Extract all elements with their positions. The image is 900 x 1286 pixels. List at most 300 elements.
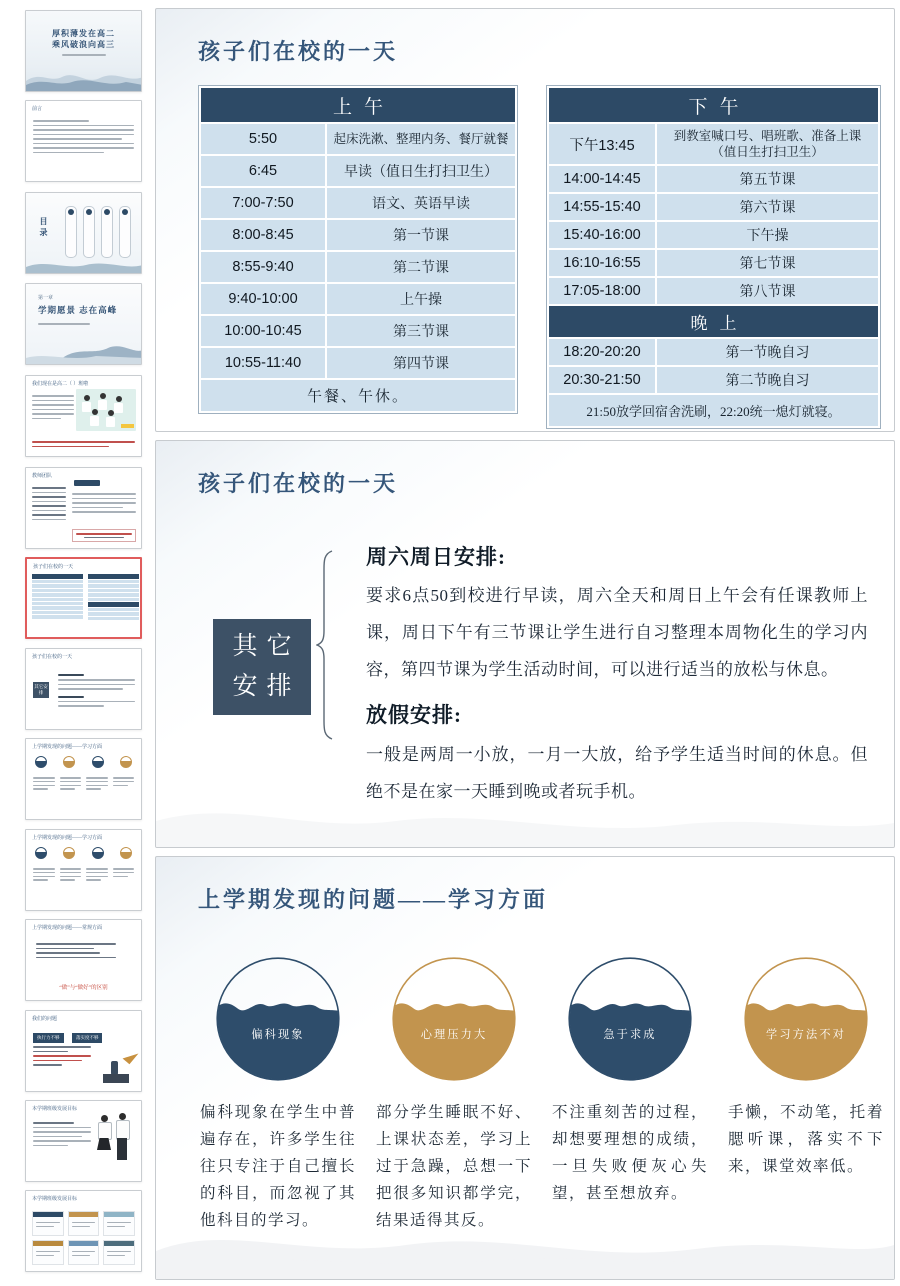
decor <box>32 395 74 397</box>
mountains-icon <box>26 65 142 91</box>
decor <box>86 879 101 881</box>
decor <box>76 533 132 535</box>
decor <box>33 866 55 883</box>
decor <box>32 514 66 516</box>
text-lines <box>33 1119 91 1149</box>
time-cell: 9:40-10:00 <box>201 284 325 314</box>
activity-cell: 第八节课 <box>657 278 878 304</box>
wave-circle-icon <box>214 955 342 1083</box>
afternoon-footer: 21:50放学回宿舍洗刷，22:20统一熄灯就寝。 <box>549 395 878 426</box>
decor <box>742 1003 870 1083</box>
decor <box>88 598 139 601</box>
text-lines <box>33 775 134 792</box>
thumbnail-title: 孩子们在校的一天 <box>33 565 74 570</box>
text-lines <box>32 392 74 422</box>
decor <box>33 1145 68 1147</box>
time-cell: 下午13:45 <box>549 124 655 164</box>
decor <box>101 206 113 258</box>
decor <box>32 505 66 507</box>
decor <box>119 1113 126 1120</box>
schedule-row <box>549 166 878 192</box>
decor <box>33 1241 63 1246</box>
decor <box>33 129 134 131</box>
decor <box>113 866 135 883</box>
students-illustration <box>76 389 136 431</box>
thumbnail-title: 目录 <box>39 217 48 239</box>
wave-circle-icon <box>742 955 870 1083</box>
decor <box>72 1222 96 1224</box>
thumbnail-title: 我们现在是高二（ ）班啦 <box>32 382 89 387</box>
decor <box>69 1241 99 1246</box>
decor <box>32 400 74 402</box>
slide-thumbnail-13[interactable] <box>25 1100 142 1182</box>
circle-icons <box>35 756 132 768</box>
slide-canvas-1[interactable] <box>155 8 895 432</box>
activity-cell: 第一节课 <box>327 220 515 250</box>
decor <box>72 1251 96 1253</box>
decor <box>549 124 878 304</box>
decor <box>88 612 139 615</box>
decor <box>156 1258 894 1279</box>
slide-thumbnail-10[interactable] <box>25 829 142 911</box>
problem-text: 偏科现象在学生中普遍存在，许多学生往往只专注于自己擅长的科目，而忽视了其他科目的学习。 <box>200 1104 356 1229</box>
decor <box>88 608 139 611</box>
decor <box>26 264 142 273</box>
decor <box>113 868 135 870</box>
decor <box>33 879 48 881</box>
schedule-row <box>549 222 878 248</box>
decor <box>33 1136 82 1138</box>
decor <box>63 847 75 859</box>
slide-thumbnail-14[interactable] <box>25 1190 142 1272</box>
slide-canvas-3[interactable] <box>155 856 895 1280</box>
problem-item <box>550 955 710 1234</box>
decor <box>317 551 332 739</box>
decor <box>92 847 104 859</box>
time-cell: 16:10-16:55 <box>549 250 655 276</box>
problem-label: 偏科现象 <box>251 1029 305 1042</box>
decor <box>33 1055 91 1057</box>
decor <box>120 847 132 859</box>
text-lines <box>32 438 135 450</box>
schedule-row <box>549 367 878 393</box>
decor <box>33 134 134 136</box>
decor <box>58 696 84 698</box>
schedule-row <box>201 220 515 250</box>
decor <box>36 948 94 950</box>
schedule-row <box>549 124 878 164</box>
decor <box>36 1251 60 1253</box>
problem-text: 不注重刻苦的过程，却想要理想的成绩，一旦失败便灰心失望，甚至想放弃。 <box>552 1104 708 1202</box>
decor <box>33 775 55 792</box>
decor <box>107 1255 125 1257</box>
morning-table <box>198 85 518 414</box>
decor <box>58 679 135 681</box>
box-line: 安排 <box>232 673 301 700</box>
problem-text: 部分学生睡眠不好、上课状态差，学习上过于急躁，总想一下把很多知识都学完，结果适得其反。 <box>376 1104 532 1229</box>
decor <box>32 501 66 503</box>
decor <box>68 1211 100 1236</box>
section-badge <box>74 480 100 486</box>
highlight-text: “做”与“做好”的区别 <box>59 985 108 991</box>
decor <box>33 1127 91 1129</box>
activity-cell: 语文、英语早读 <box>327 188 515 218</box>
decor <box>32 510 66 512</box>
thumbnail-title: 本学期班级发展目标 <box>32 1107 78 1112</box>
activity-cell: 早读（值日生打扫卫生） <box>327 156 515 186</box>
decor <box>72 498 136 500</box>
slide-thumbnail-5[interactable] <box>25 375 142 457</box>
decor <box>86 866 108 883</box>
wave-circle-icon <box>566 955 694 1083</box>
thumbnail-title: 学期愿景 志在高峰 <box>38 305 118 315</box>
decor <box>32 606 83 609</box>
time-cell: 18:20-20:20 <box>549 339 655 365</box>
teacher-list <box>32 484 66 523</box>
decor <box>33 1060 82 1062</box>
thumbnail-title: 上学期发现的问题——常规方面 <box>32 926 103 931</box>
schedule-row <box>549 194 878 220</box>
schedule-row <box>201 124 515 154</box>
time-cell: 17:05-18:00 <box>549 278 655 304</box>
decor <box>116 1120 130 1140</box>
slide-thumbnail-8[interactable] <box>25 648 142 730</box>
decor <box>201 124 515 378</box>
time-cell: 5:50 <box>201 124 325 154</box>
decor <box>156 1240 894 1279</box>
decor <box>32 409 74 411</box>
decor <box>72 1255 90 1257</box>
decor <box>62 54 106 56</box>
decor <box>33 1046 91 1048</box>
thumbnail-title: 上学期发现的问题——学习方面 <box>32 745 103 750</box>
time-cell: 20:30-21:50 <box>549 367 655 393</box>
decor <box>88 574 139 579</box>
slide-thumbnail-11[interactable] <box>25 919 142 1001</box>
decor <box>36 1222 60 1224</box>
decor <box>86 775 108 792</box>
schedule-row <box>201 284 515 314</box>
decor <box>106 417 115 427</box>
decor <box>32 492 66 494</box>
decor <box>86 876 108 878</box>
growth-arrow-illustration <box>101 1049 135 1083</box>
thumbnail-title: 乘风破浪向高三 <box>52 40 115 49</box>
slide-thumbnail-7-selected[interactable] <box>25 557 142 639</box>
section-body: 一般是两周一小放，一月一大放，给予学生适当时间的休息。但绝不是在家一天睡到晚或者玩手机。 <box>366 745 868 801</box>
decor <box>113 785 128 787</box>
decor <box>32 496 66 498</box>
activity-cell: 第二节课 <box>327 252 515 282</box>
decor <box>119 206 131 258</box>
toc-items <box>65 206 131 258</box>
decor <box>33 1131 91 1133</box>
time-cell: 8:00-8:45 <box>201 220 325 250</box>
decor <box>32 404 74 406</box>
text-lines <box>72 490 136 516</box>
decor <box>36 957 116 959</box>
goal-boxes <box>32 1211 135 1265</box>
schedule-row <box>201 156 515 186</box>
decor <box>84 537 123 539</box>
decor <box>58 701 135 703</box>
decor <box>68 1240 100 1265</box>
decor <box>113 876 128 878</box>
decor <box>86 781 108 783</box>
problem-text: 手懒，不动笔，托着腮听课，落实不下来，课堂效率低。 <box>728 1104 884 1175</box>
decor <box>33 143 134 145</box>
time-cell: 6:45 <box>201 156 325 186</box>
decor <box>32 1211 64 1236</box>
decor <box>107 1222 131 1224</box>
decor <box>35 847 47 859</box>
decor <box>33 785 55 787</box>
decor <box>103 1211 135 1236</box>
text-lines <box>33 866 134 883</box>
decor <box>32 598 83 601</box>
decor <box>60 777 82 779</box>
decor <box>84 395 90 401</box>
activity-cell: 第五节课 <box>657 166 878 192</box>
circle-icons <box>35 847 132 859</box>
decor <box>86 785 108 787</box>
decor <box>108 410 114 416</box>
decor <box>32 593 83 596</box>
time-cell: 14:55-15:40 <box>549 194 655 220</box>
decor <box>33 1122 74 1124</box>
mountains-icon <box>26 340 142 364</box>
note-box <box>72 529 136 542</box>
decor <box>107 1226 125 1228</box>
activity-cell: 起床洗漱、整理内务、餐厅就餐 <box>327 124 515 154</box>
decor <box>58 674 84 676</box>
decor <box>113 872 135 874</box>
slide-thumbnail-3[interactable] <box>25 192 142 274</box>
slide-thumbnail-2[interactable] <box>25 100 142 182</box>
decor <box>88 589 139 592</box>
decor <box>86 868 108 870</box>
decor <box>58 684 135 686</box>
thumbnail-title: 本学期班级发展目标 <box>32 1197 78 1202</box>
decor <box>214 1003 342 1083</box>
thumbnail-title: 孩子们在校的一天 <box>32 655 73 660</box>
activity-cell: 第六节课 <box>657 194 878 220</box>
decor <box>117 1138 127 1160</box>
schedule-row <box>549 278 878 304</box>
time-cell: 10:55-11:40 <box>201 348 325 378</box>
decor <box>103 1240 135 1265</box>
time-cell: 8:55-9:40 <box>201 252 325 282</box>
thumbnail-title: 前言 <box>32 107 43 112</box>
decor <box>33 147 134 149</box>
decor <box>32 589 83 592</box>
decor <box>86 777 108 779</box>
decor <box>33 781 55 783</box>
decor <box>86 788 101 790</box>
students-illustration <box>97 1113 133 1175</box>
decor <box>35 756 47 768</box>
decor <box>107 1251 131 1253</box>
decor <box>120 756 132 768</box>
activity-cell: 第一节晚自习 <box>657 339 878 365</box>
schedule-row <box>201 316 515 346</box>
decor <box>26 11 141 28</box>
thumbnail-title: 上学期发现的问题——学习方面 <box>32 836 103 841</box>
wave-circle-icon <box>390 955 518 1083</box>
decor <box>60 876 82 878</box>
decor <box>32 519 66 521</box>
decor <box>72 502 136 504</box>
problem-item <box>374 955 534 1234</box>
mini-table <box>32 574 83 620</box>
decor <box>36 943 116 945</box>
decor <box>60 781 82 783</box>
decor <box>90 416 99 426</box>
problem-label: 心理压力大 <box>420 1029 488 1042</box>
decor <box>33 777 55 779</box>
thumbnail-title: 厚积薄发在高二 <box>52 29 115 38</box>
decor <box>549 339 878 393</box>
decor <box>32 1240 64 1265</box>
brace-icon <box>316 549 334 741</box>
decor <box>32 413 74 415</box>
decor <box>60 879 75 881</box>
other-arrangements-box <box>213 619 311 715</box>
decor <box>60 775 82 792</box>
decor <box>65 206 77 258</box>
decor <box>72 511 136 513</box>
slide-canvas-2[interactable] <box>155 440 895 848</box>
section-heading: 放假安排: <box>366 703 462 727</box>
afternoon-header: 下午 <box>549 88 878 122</box>
slide-thumbnail-9[interactable] <box>25 738 142 820</box>
decor <box>60 872 82 874</box>
decor <box>83 206 95 258</box>
decor <box>103 1074 129 1083</box>
decor <box>32 446 109 448</box>
decor <box>32 441 135 443</box>
morning-footer: 午餐、午休。 <box>201 380 515 411</box>
text-lines <box>36 940 116 961</box>
decor <box>33 1140 91 1142</box>
decor <box>32 611 83 614</box>
decor <box>63 756 75 768</box>
morning-header: 上午 <box>201 88 515 122</box>
decor <box>60 785 82 787</box>
decor <box>33 788 48 790</box>
time-cell: 15:40-16:00 <box>549 222 655 248</box>
decor <box>104 1212 134 1217</box>
decor <box>32 584 83 587</box>
decor <box>58 688 123 690</box>
problem-label: 急于求成 <box>603 1029 657 1042</box>
text-lines <box>33 117 134 156</box>
activity-cell: 第七节课 <box>657 250 878 276</box>
decor <box>113 781 135 783</box>
decor <box>32 602 83 605</box>
decor <box>36 1255 54 1257</box>
decor <box>33 138 122 140</box>
decor <box>33 876 55 878</box>
decor <box>60 868 82 870</box>
problem-item <box>726 955 886 1234</box>
schedule-row <box>201 252 515 282</box>
decor <box>114 403 123 413</box>
other-arrangements-box: 其它安排 <box>33 682 49 698</box>
section-body: 要求6点50到校进行早读，周六全天和周日上午会有任课教师上课，周日下午有三节课让学生进行自习整理本周物化生的学习内容，第四节课为学生活动时间，可以进行适当的放松与休息。 <box>366 586 868 679</box>
decor <box>98 400 107 410</box>
decor <box>32 580 83 583</box>
decor <box>33 152 104 154</box>
decor <box>100 393 106 399</box>
activity-cell: 第三节课 <box>327 316 515 346</box>
decor <box>72 1226 90 1228</box>
slide-thumbnail-12[interactable] <box>25 1010 142 1092</box>
mountains-icon <box>26 257 142 273</box>
decor <box>69 1212 99 1217</box>
decor <box>566 1003 694 1083</box>
slide-thumbnail-panel <box>0 0 150 1286</box>
afternoon-table <box>546 85 881 429</box>
decor <box>113 775 135 792</box>
problem-items <box>198 955 888 1234</box>
text-lines <box>33 1043 91 1069</box>
decor <box>88 580 139 583</box>
decor <box>36 1226 54 1228</box>
decor <box>86 872 108 874</box>
decor <box>36 952 100 954</box>
time-cell: 14:00-14:45 <box>549 166 655 192</box>
decor <box>33 868 55 870</box>
decor <box>88 593 139 596</box>
decor <box>104 1241 134 1246</box>
slide-thumbnail-6[interactable] <box>25 467 142 549</box>
slide-thumbnail-4[interactable] <box>25 283 142 365</box>
activity-cell: 第四节课 <box>327 348 515 378</box>
time-cell: 10:00-10:45 <box>201 316 325 346</box>
activity-cell: 上午操 <box>327 284 515 314</box>
mini-table <box>88 574 139 621</box>
time-cell: 7:00-7:50 <box>201 188 325 218</box>
decor <box>33 125 134 127</box>
decor <box>88 602 139 607</box>
decor <box>32 487 66 489</box>
decor <box>38 323 90 325</box>
slide-thumbnail-1[interactable] <box>25 10 142 92</box>
schedule-row <box>549 339 878 365</box>
decor <box>92 756 104 768</box>
slide-title: 孩子们在校的一天 <box>198 39 399 64</box>
schedule-row <box>201 188 515 218</box>
decor <box>121 424 134 428</box>
decor <box>32 418 61 420</box>
decor <box>88 617 139 620</box>
decor <box>60 866 82 883</box>
decor <box>32 574 83 579</box>
tag-chips <box>33 1026 106 1044</box>
problem-label: 学习方法不对 <box>766 1029 846 1042</box>
schedule-row <box>549 250 878 276</box>
slide-title: 孩子们在校的一天 <box>198 471 399 496</box>
decor <box>72 507 123 509</box>
decor <box>58 705 104 707</box>
decor <box>32 615 83 618</box>
thumbnail-title: 我们的问题 <box>32 1017 58 1022</box>
section-heading: 周六周日安排: <box>366 545 506 569</box>
decor <box>113 777 135 779</box>
decor <box>33 1064 62 1066</box>
decor <box>390 1003 518 1083</box>
